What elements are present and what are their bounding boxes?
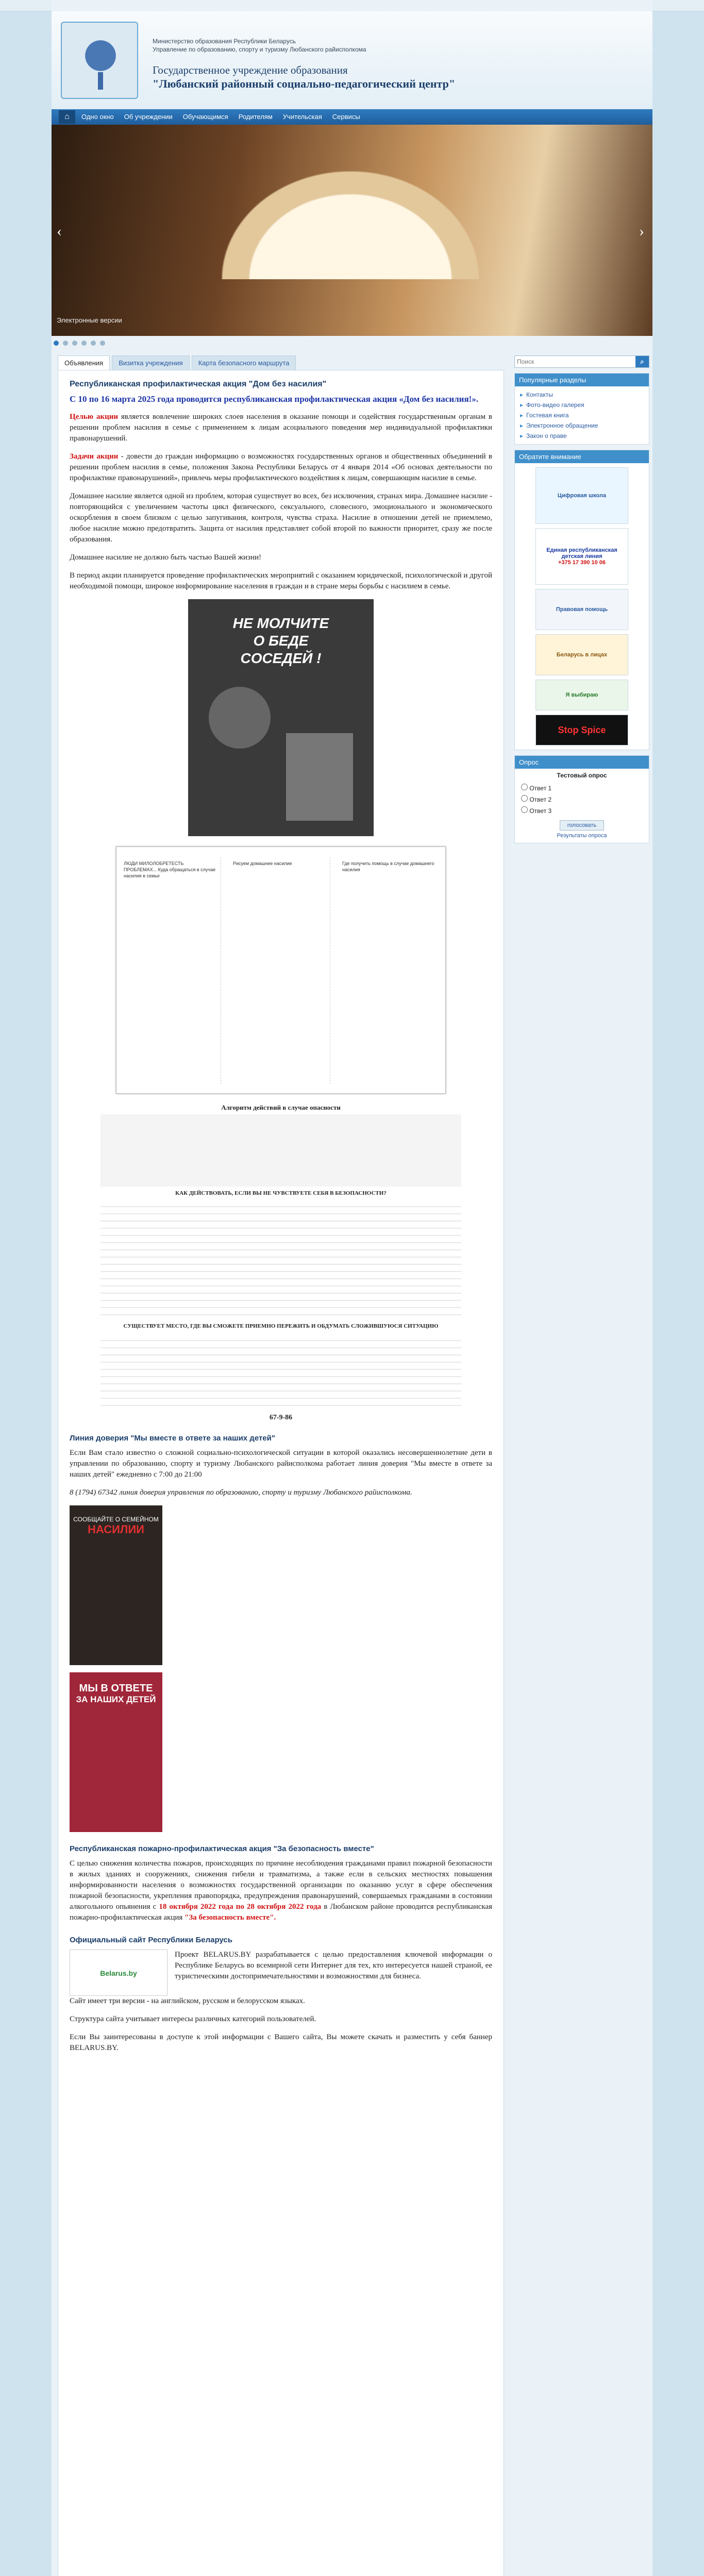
official-text-3: Структура сайта учитывает интересы различных категорий пользователей. <box>70 2015 316 2023</box>
algorithm-text-block-2 <box>100 1334 461 1411</box>
child-image <box>286 733 353 821</box>
popular-item[interactable]: ▸ Фото-видео галерея <box>520 400 644 410</box>
book-image <box>222 171 479 279</box>
banner-digital-school[interactable]: Цифровая школа <box>535 467 628 524</box>
nav-item-about[interactable]: Об учреждении <box>124 113 173 121</box>
hotline-phone: 8 (1794) 67342 линия доверия управления по образованию, спорту и туризму Любанского райисполкома. <box>70 1488 412 1497</box>
header-org: Государственное учреждение образования <box>153 64 348 76</box>
slider-dot[interactable] <box>72 341 77 346</box>
popular-item[interactable]: ▸ Электронное обращение <box>520 420 644 431</box>
search-input[interactable] <box>515 356 635 367</box>
leaflet-col-1: ЛЮДИ МИЛОЛОБРЕТЕСТЬ ПРОБЛЕМАХ... Куда обращаться в случае насилия в семье <box>121 857 221 1084</box>
leaflet-col-2: Рисуем домашнее насилие <box>230 857 330 1084</box>
tasks-text: - довести до граждан информацию о возможностях государственных органов и общественных объединений в решении проблем насилия в семье, положения Закона Республики Беларусь от 4 января 2014 «Об основах деятельности по профилактике правонарушений», привлечь меры профилактического воздействия к лицам, совершающим насилие в семье. <box>70 452 492 482</box>
book2-title: МЫ В ОТВЕТЕ <box>79 1683 153 1694</box>
fire-text-end: в Любанском районе проводится республиканская пожарно-профилактическая акция <box>70 1903 492 1922</box>
attention-box <box>514 450 649 750</box>
poster-line2: О БЕДЕ <box>253 633 309 649</box>
algorithm-image <box>70 1104 492 1421</box>
poll-option[interactable] <box>515 782 649 793</box>
poll-radio[interactable] <box>521 795 528 802</box>
attention-title: Обратите внимание <box>515 450 649 463</box>
poll-radio[interactable] <box>521 784 528 790</box>
algorithm-sub2: СУЩЕСТВУЕТ МЕСТО, ГДЕ ВЫ СМОЖЕТЕ ПРИЕМНО ПЕРЕЖИТЬ И ОБДУМАТЬ СЛОЖИВШУЮСЯ СИТУАЦИЮ <box>123 1323 439 1329</box>
popular-item[interactable]: ▸ Гостевая книга <box>520 410 644 420</box>
book1-big: НАСИЛИИ <box>88 1523 144 1536</box>
article-p3: Домашнее насилие является одной из проблем, которая существует во всех, без исключения, странах мира. Домашнее насилие - повторяющийся с увеличением частоты цикл физического, сексуального, словесного, эмоционального и экономического оскорбления в своем близком с целью запугивания, контроля, чувства страха. Насилие в отношении детей не приемлемо, любое насилие можно предотвратить. Защита от насилия представляет собой второй по важности приоритет, сразу же после образования. <box>70 492 492 544</box>
slider-dot[interactable] <box>100 341 105 346</box>
algorithm-title: Алгоритм действий в случае опасности <box>221 1104 341 1111</box>
article-title: Республиканская профилактическая акция "Дом без насилия" <box>70 380 327 388</box>
nav-item-students[interactable]: Обучающимся <box>182 113 228 121</box>
poll-box <box>514 755 649 843</box>
popular-item[interactable]: ▸ Закон о праве <box>520 431 644 441</box>
banner-faces[interactable]: Беларусь в лицах <box>535 634 628 675</box>
popular-title: Популярные разделы <box>515 374 649 386</box>
fire-dates: 18 октября 2022 года по 28 октября 2022 года <box>159 1903 322 1911</box>
slider-dot[interactable] <box>81 341 87 346</box>
hotline-text: Если Вам стало известно о сложной социально-психологической ситуации в которой оказались несовершеннолетние дети в управлении по образованию, спорту и туризму Любанского райисполкома работает линия доверия "Мы вместе в ответе за наших детей" ежедневно с 7:00 до 21:00 <box>70 1449 492 1479</box>
poll-results-link[interactable]: Результаты опроса <box>557 833 607 839</box>
article <box>58 370 504 2070</box>
book-cover-family-violence <box>70 1505 162 1665</box>
banner-stop-spice[interactable]: Stop Spice <box>535 715 628 745</box>
book1-title: СООБЩАЙТЕ О СЕМЕЙНОМ <box>73 1516 159 1523</box>
algorithm-phone: 67-9-86 <box>269 1414 293 1421</box>
search-icon[interactable]: ⌕ <box>635 356 649 367</box>
nav-item-parents[interactable]: Родителям <box>238 113 273 121</box>
poll-radio[interactable] <box>521 806 528 813</box>
sidebar <box>514 355 649 843</box>
popular-item[interactable]: ▸ Контакты <box>520 389 644 400</box>
tab-safe-route[interactable]: Карта безопасного маршрута <box>192 355 296 370</box>
book2-big: ЗА НАШИХ ДЕТЕЙ <box>76 1694 156 1704</box>
hotline-title: Линия доверия "Мы вместе в ответе за наших детей" <box>70 1434 275 1443</box>
belarus-logo[interactable]: Belarus.by <box>70 1950 167 1996</box>
leaflet-col-3: Где получить помощь в случае домашнего насилия <box>342 861 434 872</box>
popular-box <box>514 373 649 445</box>
fire-text <box>70 1858 492 1923</box>
fire-section <box>70 1844 492 1923</box>
poll-option[interactable] <box>515 793 649 805</box>
poll-question: Тестовый опрос <box>557 772 607 779</box>
poll-title: Опрос <box>515 756 649 769</box>
banner-child-line[interactable] <box>535 528 628 585</box>
slider-prev-icon[interactable]: ‹ <box>57 223 62 240</box>
ministry-text: Министерство образования Республики Беларусь <box>153 38 296 45</box>
tab-card[interactable]: Визитка учреждения <box>112 355 190 370</box>
slider-next-icon[interactable]: › <box>639 223 644 240</box>
slider-dot[interactable] <box>63 341 68 346</box>
search-box <box>514 355 649 368</box>
leaflet-image <box>116 846 446 1094</box>
poster-line1: НЕ МОЛЧИТЕ <box>232 615 329 631</box>
official-section <box>70 1936 492 2054</box>
banner-choose[interactable]: Я выбираю <box>535 680 628 710</box>
hero-slider[interactable] <box>52 125 652 336</box>
child-line-phone: +375 17 390 10 06 <box>558 560 606 566</box>
official-text-2: Сайт имеет три версии - на английском, русском и белорусском языках. <box>70 1997 305 2005</box>
vote-button[interactable]: голосовать <box>560 820 604 831</box>
fire-title: Республиканская пожарно-профилактическая акция "За безопасность вместе" <box>70 1844 374 1853</box>
goal-text: является вовлечение широких слоев населения в оказание помощи и содействия государственным органам в решении проблем насилия в семье с применением к лицам асоциального поведения мер индивидуальной профилактики правонарушений. <box>70 413 492 443</box>
slider-dot[interactable] <box>54 341 59 346</box>
article-p4: Домашнее насилие не должно быть частью Вашей жизни! <box>70 553 262 562</box>
poster-line3: СОСЕДЕЙ ! <box>240 650 322 666</box>
slider-dots <box>54 340 651 347</box>
nav-item-one-window[interactable]: Одно окно <box>81 113 114 121</box>
child-line-label: Единая республиканская детская линия <box>546 547 617 560</box>
fire-name: "За безопасность вместе". <box>185 1913 276 1922</box>
tab-announcements[interactable]: Объявления <box>58 355 110 370</box>
tasks-highlight: Задачи акции <box>70 452 119 461</box>
goal-highlight: Целью акции <box>70 413 119 421</box>
poll-option-label: Ответ 3 <box>529 807 552 815</box>
algorithm-text-block <box>100 1200 461 1318</box>
slider-dot[interactable] <box>91 341 96 346</box>
fist-image <box>209 687 271 749</box>
header-ministry <box>153 37 366 54</box>
book-cover-we-respond <box>70 1672 162 1832</box>
fire-text-body: С целью снижения количества пожаров, происходящих по причине несоблюдения гражданами правил пожарной безопасности в жилых зданиях и сооружениях, снижения гибели и травматизма, а также если в сельских местностях повышения информированности населения о возможностях государственной организации по оказанию услуг в сфере обеспечения пожарной безопасности, укрепления правопорядка, предупреждения правонарушений, совершаемых гражданами в состоянии алкогольного опьянения с <box>70 1859 492 1911</box>
poster-dont-be-silent <box>188 599 374 836</box>
dept-text: Управление по образованию, спорту и туризму Любанского райисполкома <box>153 46 366 53</box>
site-logo[interactable] <box>61 22 138 99</box>
nav-item-services[interactable]: Сервисы <box>332 113 360 121</box>
slider-caption: Электронные версии <box>57 316 122 324</box>
main-content <box>58 370 504 2576</box>
poll-option-label: Ответ 1 <box>529 785 552 792</box>
hotline-section <box>70 1434 492 1832</box>
article-p5: В период акции планируется проведение профилактических мероприятий с оказанием юридической, психологической и другой необходимой помощи, широкое информирование населения в граждан и в стране меры борьбы с насилием в семье. <box>70 571 492 590</box>
official-text-1: Проект BELARUS.BY разрабатывается с целью предоставления ключевой информации о Республике Беларусь во всемирной сети Интернет для тех, кто интересуется нашей страной, ее туристическими достопримечательностями и возможностями для бизнеса. <box>175 1951 492 1980</box>
banner-legal[interactable]: Правовая помощь <box>535 589 628 630</box>
article-goal <box>70 412 492 444</box>
tree-trunk <box>98 72 103 90</box>
article-tasks <box>70 451 492 484</box>
header-name: "Любанский районный социально-педагогический центр" <box>153 77 456 90</box>
official-title: Официальный сайт Республики Беларусь <box>70 1936 232 1944</box>
content-tabs <box>58 355 298 370</box>
algorithm-photo <box>100 1114 461 1187</box>
article-lead: С 10 по 16 марта 2025 года проводится республиканская профилактическая акция «Дом без насилия!». <box>70 394 479 404</box>
official-text-4: Если Вы заинтересованы в доступе к этой информации с Вашего сайта, Вы можете скачать и разместить у себя баннер BELARUS.BY. <box>70 2033 492 2052</box>
algorithm-sub: КАК ДЕЙСТВОВАТЬ, ЕСЛИ ВЫ НЕ ЧУВСТВУЕТЕ СЕБЯ В БЕЗОПАСНОСТИ? <box>175 1190 387 1196</box>
nav-item-teachers[interactable]: Учительская <box>282 113 322 121</box>
home-icon[interactable]: ⌂ <box>59 110 75 124</box>
site-header <box>52 11 652 109</box>
poll-option[interactable] <box>515 805 649 816</box>
poll-option-label: Ответ 2 <box>529 796 552 803</box>
main-nav <box>52 109 652 125</box>
